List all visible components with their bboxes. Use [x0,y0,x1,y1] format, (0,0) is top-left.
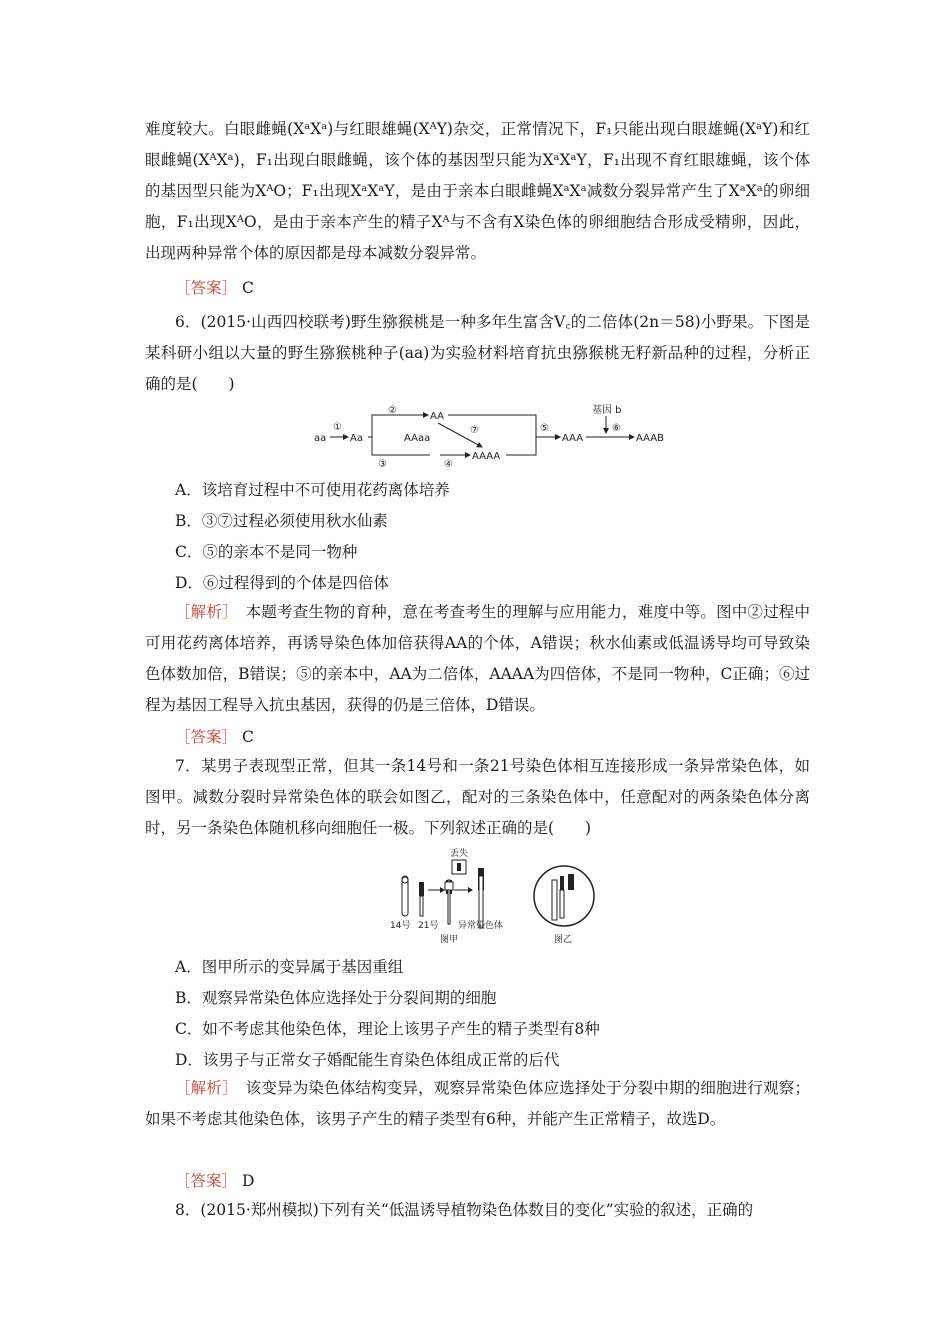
q5-explanation-tail: 难度较大。白眼雌蝇(XᵃXᵃ)与红眼雄蝇(XᴬY)杂交，正常情况下，F₁只能出现白眼雄蝇(XᵃY)和红眼雌蝇(XᴬXᵃ)，F₁出现白眼雌蝇，该个体的基因型只能为XᵃXᵃY，F₁出现不育红眼雄蝇，该个体的基因型只能为XᴬO；F₁出现XᵃXᵃY，是由于亲本白眼雌蝇XᵃXᵃ减数分裂异常产生了XᵃXᵃ的卵细胞，F₁出现XᴬO，是由于亲本产生的精子Xᴬ与不含有X染色体的卵细胞结合形成受精卵，因此，出现两种异常个体的原因都是母本减数分裂异常。 [145,120,810,262]
fig-yi-label: 图乙 [554,935,573,945]
q6-answer [175,725,254,747]
step-1: ① [333,422,342,433]
q6-option-a: A．该培育过程中不可使用花药离体培养 [175,481,450,499]
q6-option-b: B．③⑦过程必须使用秋水仙素 [175,512,388,530]
answer-label: ［答案］ [175,279,238,297]
gene-b-label: 基因 b [592,405,622,416]
q7-option-c: C．如不考虑其他染色体，理论上该男子产生的精子类型有8种 [175,1020,600,1038]
q8-stem: 8．(2015·郑州模拟)下列有关“低温诱导植物染色体数目的变化”实验的叙述，正确的 [175,1201,754,1219]
abnormal-chrom-label: 异常染色体 [458,921,504,931]
chrom-14-label: 14号 [390,921,411,931]
lost-label: 丢失 [450,849,469,859]
step-4: ④ [444,459,453,469]
analysis-label: ［解析］ [175,1079,230,1097]
q7-option-a: A．图甲所示的变异属于基因重组 [175,958,404,976]
q6-option-d: D．⑥过程得到的个体是四倍体 [175,574,389,592]
answer-value: D [241,1172,255,1190]
q7-analysis [145,1073,810,1135]
step-5: ⑤ [540,423,549,434]
q6-option-c: C．⑤的亲本不是同一物种 [175,543,358,561]
answer-label: ［答案］ [175,1172,238,1190]
answer-value: C [241,728,254,746]
q7-chromosome-figure [388,846,598,946]
step-3: ③ [378,459,387,469]
node-AAA: AAA [562,433,584,444]
node-aa: aa [314,433,327,444]
q6-analysis [145,597,810,721]
chrom-21-label: 21号 [418,921,439,931]
fig-jia-label: 图甲 [440,935,459,945]
q7-option-d: D．该男子与正常女子婚配能生育染色体组成正常的后代 [175,1051,560,1069]
q7-stem: 7．某男子表现型正常，但其一条14号和一条21号染色体相互连接形成一条异常染色体，如图甲。减数分裂时异常染色体的联会如图乙，配对的三条染色体中，任意配对的两条染色体分离时，另一条染色体随机移向细胞任一极。下列叙述正确的是( ) [145,757,810,837]
q7-analysis-text: 该变异为染色体结构变异，观察异常染色体应选择处于分裂中期的细胞进行观察；如果不考虑其他染色体，该男子产生的精子类型有6种，并能产生正常精子，故选D。 [145,1079,810,1128]
q6-breeding-diagram [310,403,690,469]
node-AAAA: AAAA [472,451,501,462]
node-AAAB: AAAB [636,433,664,444]
q5-answer [175,276,254,298]
step-6: ⑥ [612,423,621,434]
q7-option-b: B．观察异常染色体应选择处于分裂间期的细胞 [175,989,497,1007]
step-2: ② [388,405,397,416]
step-7: ⑦ [470,425,479,436]
q6-analysis-text: 本题考查生物的育种，意在考查考生的理解与应用能力，难度中等。图中②过程中可用花药离体培养，再诱导染色体加倍获得AA的个体，A错误；秋水仙素或低温诱导均可导致染色体数加倍，B错误；⑤的亲本中，AA为二倍体，AAAA为四倍体，不是同一物种，C正确；⑥过程为基因工程导入抗虫基因，获得的仍是三倍体，D错误。 [145,603,810,714]
analysis-label: ［解析］ [175,603,230,621]
answer-value: C [241,279,254,297]
q7-answer [175,1169,254,1191]
answer-label: ［答案］ [175,728,238,746]
node-AAaa: AAaa [404,433,431,444]
node-Aa: Aa [350,433,363,444]
node-AA: AA [430,411,444,422]
q6-stem: 6．(2015·山西四校联考)野生猕猴桃是一种多年生富含V꜀的二倍体(2n＝58)小野果。下图是某科研小组以大量的野生猕猴桃种子(aa)为实验材料培育抗虫猕猴桃无籽新品种的过程，分析正确的是( ) [145,313,810,393]
